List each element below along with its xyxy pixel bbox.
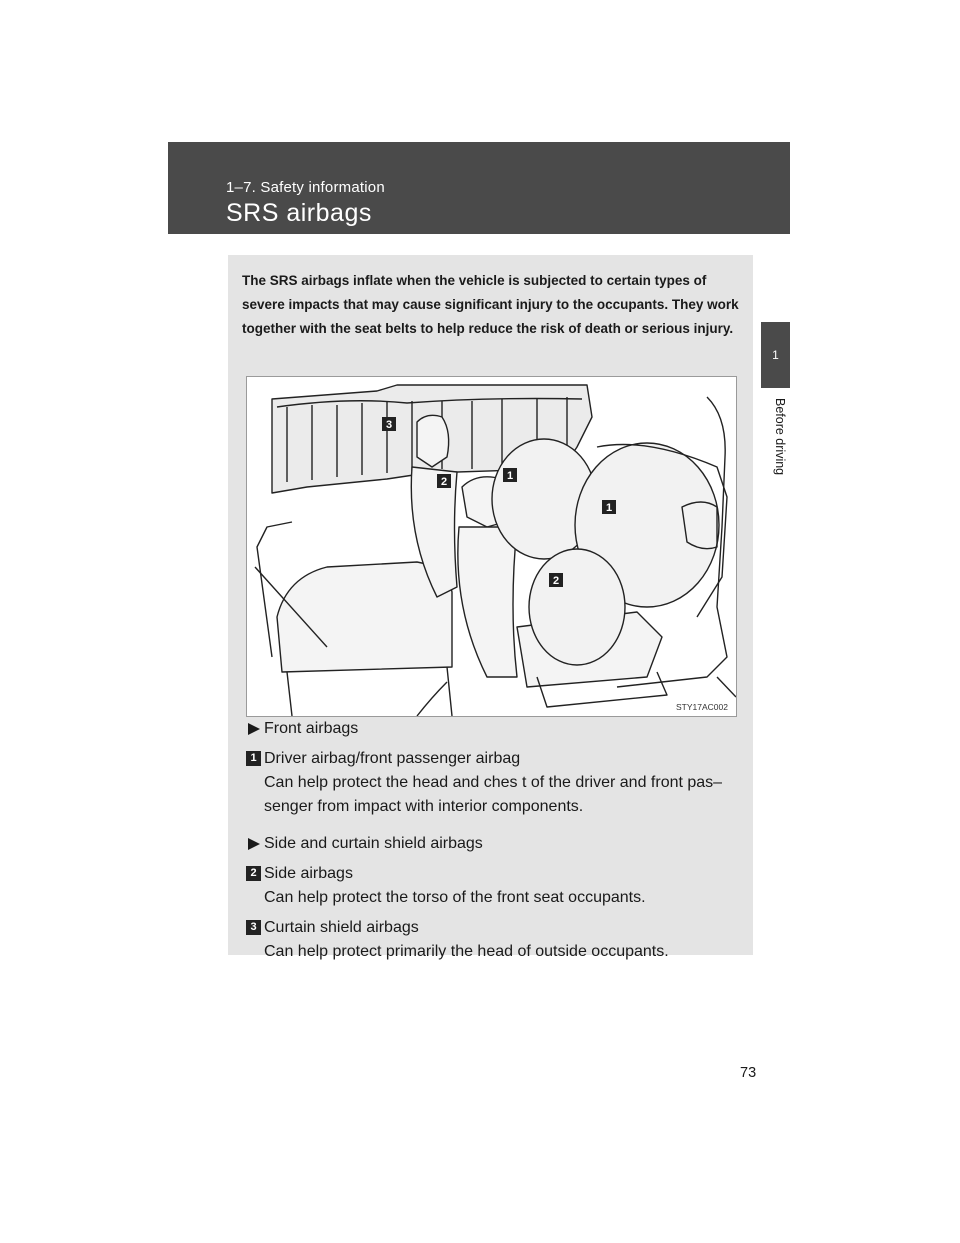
page-title: SRS airbags <box>226 199 372 227</box>
section-title: 1‒7. Safety information <box>226 179 385 196</box>
list-item-side-airbags <box>246 862 746 886</box>
section-heading-label: Side and curtain shield airbags <box>264 835 483 852</box>
airbag-illustration <box>246 376 737 717</box>
car-interior-drawing <box>247 377 736 716</box>
section-heading-side-curtain-airbags <box>246 832 746 856</box>
item-description: Can help protect the torso of the front seat occupants. <box>264 889 646 906</box>
arrow-right-icon <box>248 723 260 735</box>
chapter-number: 1 <box>772 348 779 362</box>
callout-label-2b: 2 <box>552 575 560 587</box>
number-badge: 2 <box>246 866 261 881</box>
page-number: 73 <box>740 1065 757 1081</box>
figure-code: STY17AC002 <box>676 702 728 712</box>
chapter-label: Before driving <box>773 398 787 476</box>
callout-label-1b: 1 <box>605 502 613 514</box>
item-description: Can help protect primarily the head of outside occupants. <box>264 943 669 960</box>
item-label: Side airbags <box>264 865 353 882</box>
section-heading-front-airbags <box>246 717 746 741</box>
intro-text: The SRS airbags inflate when the vehicle is subjected to certain types of severe impacts that may cause significant injury to the occupants. They work together with the seat belts to help reduce the risk of death or serious injury. <box>242 273 739 336</box>
callout-label-1a: 1 <box>506 470 514 482</box>
page-header <box>168 142 790 234</box>
list-item-driver-passenger-airbag <box>246 747 746 771</box>
number-badge: 3 <box>246 920 261 935</box>
section-heading-label: Front airbags <box>264 720 359 737</box>
callout-label-2a: 2 <box>440 476 448 488</box>
number-badge: 1 <box>246 751 261 766</box>
item-description: Can help protect the head and ches t of the driver and front pas‒ senger from impact with interior components. <box>264 774 723 815</box>
chapter-tab <box>761 322 790 388</box>
arrow-right-icon <box>248 838 260 850</box>
item-label: Curtain shield airbags <box>264 919 419 936</box>
list-item-curtain-shield-airbags <box>246 916 746 940</box>
item-label: Driver airbag/front passenger airbag <box>264 750 521 767</box>
airbag-list <box>246 717 746 964</box>
callout-label-3: 3 <box>385 419 393 431</box>
content-panel <box>228 255 753 960</box>
